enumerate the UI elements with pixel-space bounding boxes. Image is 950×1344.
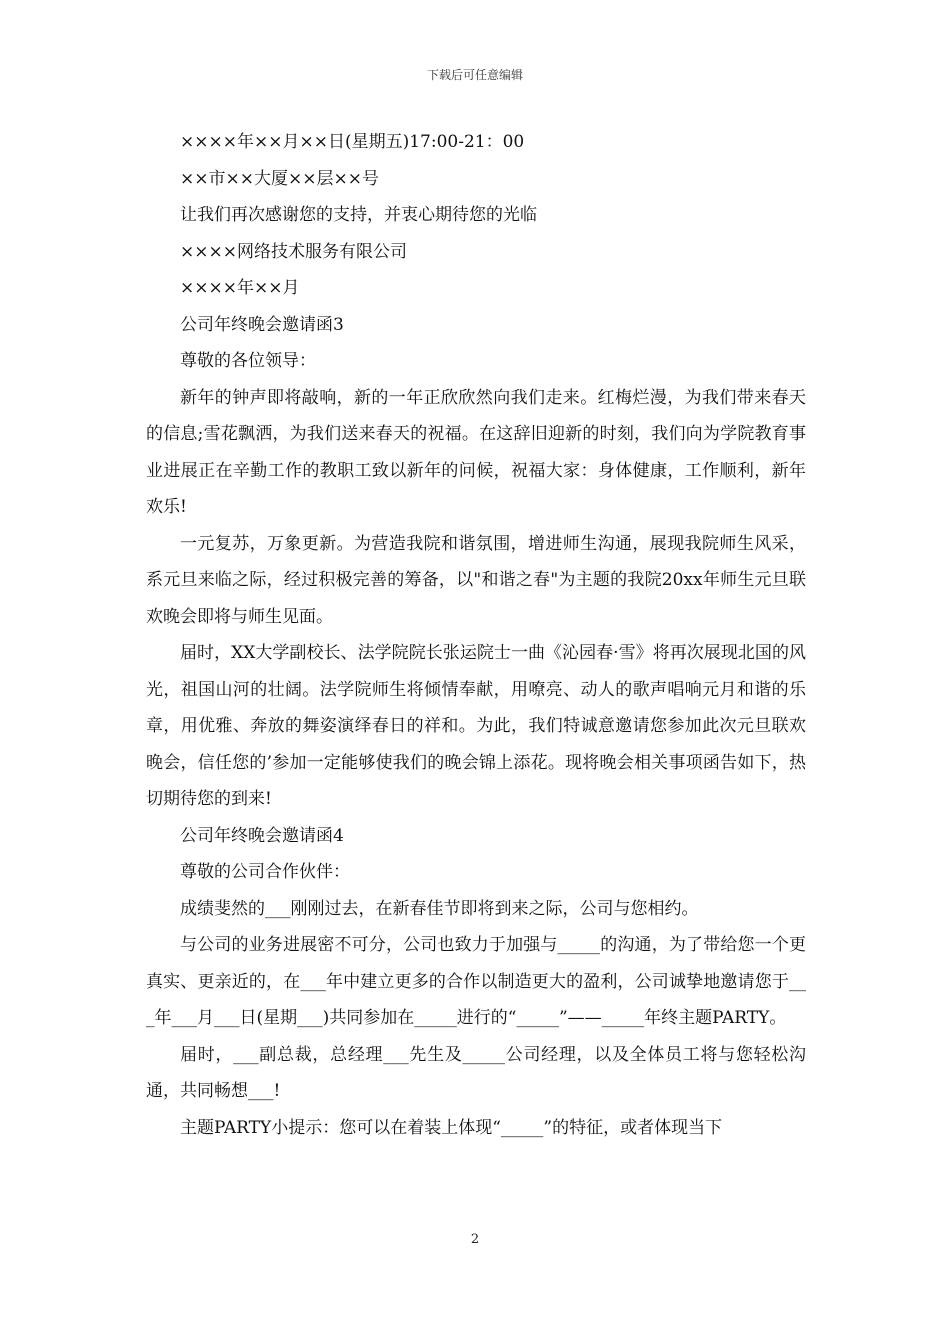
paragraph-newyear: 新年的钟声即将敲响，新的一年正欣欣然向我们走来。红梅烂漫，为我们带来春天的信息;雪花飘洒，为我们送来春天的祝福。在这辞旧迎新的时刻，我们向为学院教育事业进展正在辛勤工作的教职工致以新年的问候，祝福大家：身体健康，工作顺利，新年欢乐! (146, 387, 806, 517)
section-title-4: 公司年终晚会邀请函4 (180, 825, 344, 846)
company-signature: ××××网络技术服务有限公司 (180, 241, 407, 262)
event-location: ××市××大厦××层××号 (180, 168, 379, 189)
section-title-3: 公司年终晚会邀请函3 (180, 314, 344, 335)
paragraph-attendees: 届时，___副总裁，总经理___先生及_____公司经理，以及全体员工将与您轻松沟通，共同畅想___! (146, 1044, 806, 1101)
paragraph-party-tip: 主题PARTY小提示：您可以在着装上体现“_____”的特征，或者体现当下 (180, 1117, 723, 1138)
page-header: 下载后可任意编辑 (426, 68, 523, 82)
paragraph-gala-intro: 一元复苏，万象更新。为营造我院和谐氛围，增进师生沟通，展现我院师生风采，系元旦来临之际，经过积极完善的筹备，以"和谐之春"为主题的我院20xx年师生元旦联欢晚会即将与师生见面。 (146, 533, 806, 627)
document-body (146, 124, 806, 1146)
signature-date: ××××年××月 (180, 278, 300, 298)
salutation-3: 尊敬的各位领导： (180, 351, 316, 371)
event-datetime: ××××年××月××日(星期五)17:00-21：00 (180, 132, 525, 152)
paragraph-gala-details: 届时，XX大学副校长、法学院院长张运院士一曲《沁园春·雪》将再次展现北国的风光，祖国山河的壮阔。法学院师生将倾情奉献，用嘹亮、动人的歌声唱响元月和谐的乐章，用优雅、奔放的舞姿演绎春日的祥和。为此，我们特诚意邀请您参加此次元旦联欢晚会，信任您的’参加一定能够使我们的晚会锦上添花。现将晚会相关事项函告如下，热切期待您的到来! (146, 643, 806, 809)
salutation-4: 尊敬的公司合作伙伴： (180, 862, 350, 882)
paragraph-invitation: 与公司的业务进展密不可分，公司也致力于加强与_____的沟通，为了带给您一个更真实、更亲近的，在___年中建立更多的合作以制造更大的盈利，公司诚挚地邀请您于___年___月___日(星期___)共同参加在_____进行的“_____”——_____年终主题PARTY。 (146, 935, 806, 1028)
closing-thanks: 让我们再次感谢您的支持，并衷心期待您的光临 (180, 205, 537, 225)
paragraph-achievements: 成绩斐然的___刚刚过去，在新春佳节即将到来之际，公司与您相约。 (180, 898, 699, 919)
page-number: 2 (470, 1232, 480, 1247)
